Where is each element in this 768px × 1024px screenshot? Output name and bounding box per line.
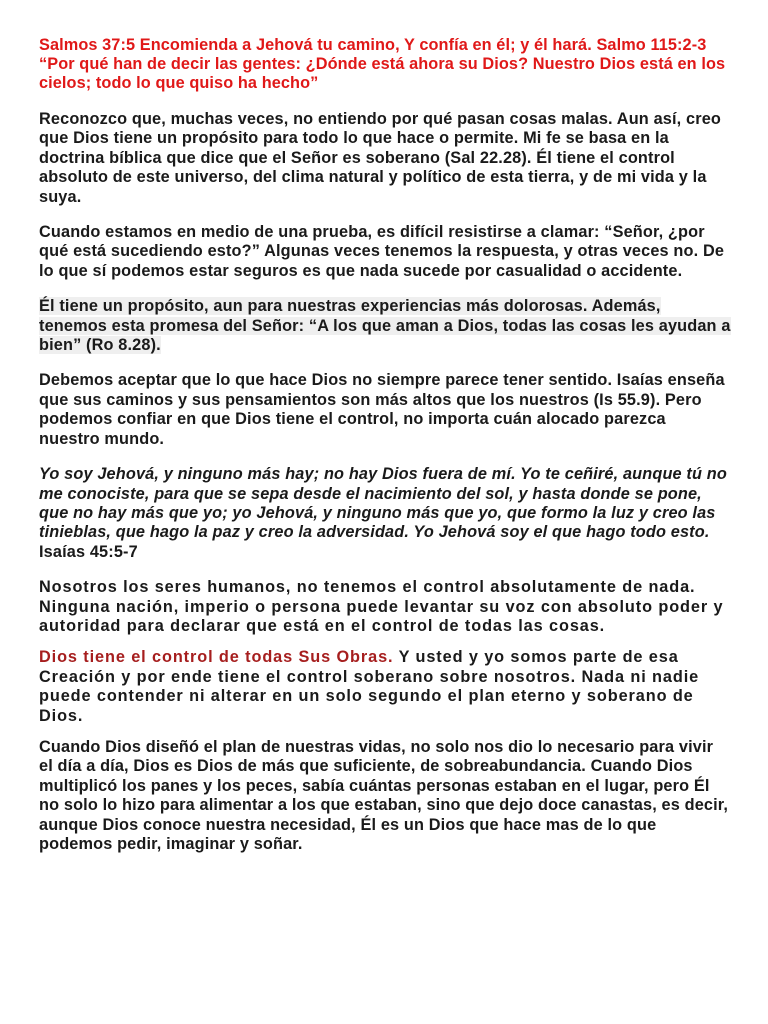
- isaias-quote-text: Yo soy Jehová, y ninguno más hay; no hay Dios fuera de mí. Yo te ceñiré, aunque tú no me conociste, para que se sepa desde el nacimiento del sol, y hasta donde se pone, que no hay más que yo; yo Jehová, y ninguno más que yo, que formo la luz y creo las tinieblas, que hago la paz y creo la adversidad. Yo Jehová soy el que hago todo esto.: [39, 465, 727, 542]
- isaias-reference: Isaías 45:5-7: [39, 542, 138, 561]
- paragraph-6: Nosotros los seres humanos, no tenemos el control absolutamente de nada. Ninguna nación, imperio o persona puede levantar su voz con absoluto poder y autoridad para declarar que está en el control de todas las cosas.: [39, 578, 724, 635]
- header-verse-salmo-115: Salmo 115:2-3 “Por qué han de decir las gentes: ¿Dónde está ahora su Dios? Nuestro Dios está en los cielos; todo lo que quiso ha hecho”: [39, 36, 726, 92]
- paragraph-2: Cuando estamos en medio de una prueba, es difícil resistirse a clamar: “Señor, ¿por qué está sucediendo esto?” Algunas veces tenemos la respuesta, y otras veces no. De lo que sí podemos estar seguros es que nada sucede por casualidad o accidente.: [39, 223, 725, 280]
- paragraph-5-quote: [39, 465, 731, 562]
- paragraph-8: Cuando Dios diseñó el plan de nuestras vidas, no solo nos dio lo necesario para vivir el día a día, Dios es Dios de más que suficiente, de sobreabundancia. Cuando Dios multiplicó los panes y los peces, sabía cuántas personas estaban en el lugar, pero Él no solo lo hizo para alimentar a los que estaban, sino que dejo doce canastas, es decir, aunque Dios conoce nuestra necesidad, Él es un Dios que hace mas de lo que podemos pedir, imaginar y soñar.: [39, 737, 729, 853]
- paragraph-7: [39, 648, 731, 726]
- scripture-header: [39, 36, 731, 93]
- document-page: [39, 36, 731, 870]
- paragraph-3-text: Él tiene un propósito, aun para nuestras experiencias más dolorosas. Además, tenemos esta promesa del Señor: “A los que aman a Dios, todas las cosas les ayudan a bien” (Ro 8.28).: [39, 297, 731, 355]
- paragraph-1: Reconozco que, muchas veces, no entiendo por qué pasan cosas malas. Aun así, creo que Dios tiene un propósito para todo lo que hace o permite. Mi fe se basa en la doctrina bíblica que dice que el Señor es soberano (Sal 22.28). Él tiene el control absoluto de este universo, del clima natural y político de esta tierra, y de mi vida y la suya.: [39, 110, 721, 206]
- paragraph-7-rest: Y usted y yo somos parte de esa Creación y por ende tiene el control soberano sobre nosotros. Nada ni nadie puede contender ni alterar en un solo segundo el plan eterno y soberano de Dios.: [39, 648, 700, 725]
- paragraph-7-red-lead: Dios tiene el control de todas Sus Obras.: [39, 648, 394, 667]
- paragraph-4: Debemos aceptar que lo que hace Dios no siempre parece tener sentido. Isaías enseña que sus caminos y sus pensamientos son más altos que los nuestros (Is 55.9). Pero podemos confiar en que Dios tiene el control, no importa cuán alocado parezca nuestro mundo.: [39, 371, 725, 448]
- paragraph-3: [39, 297, 731, 355]
- header-verse-salmos-37: Salmos 37:5 Encomienda a Jehová tu camino, Y confía en él; y él hará.: [39, 36, 592, 54]
